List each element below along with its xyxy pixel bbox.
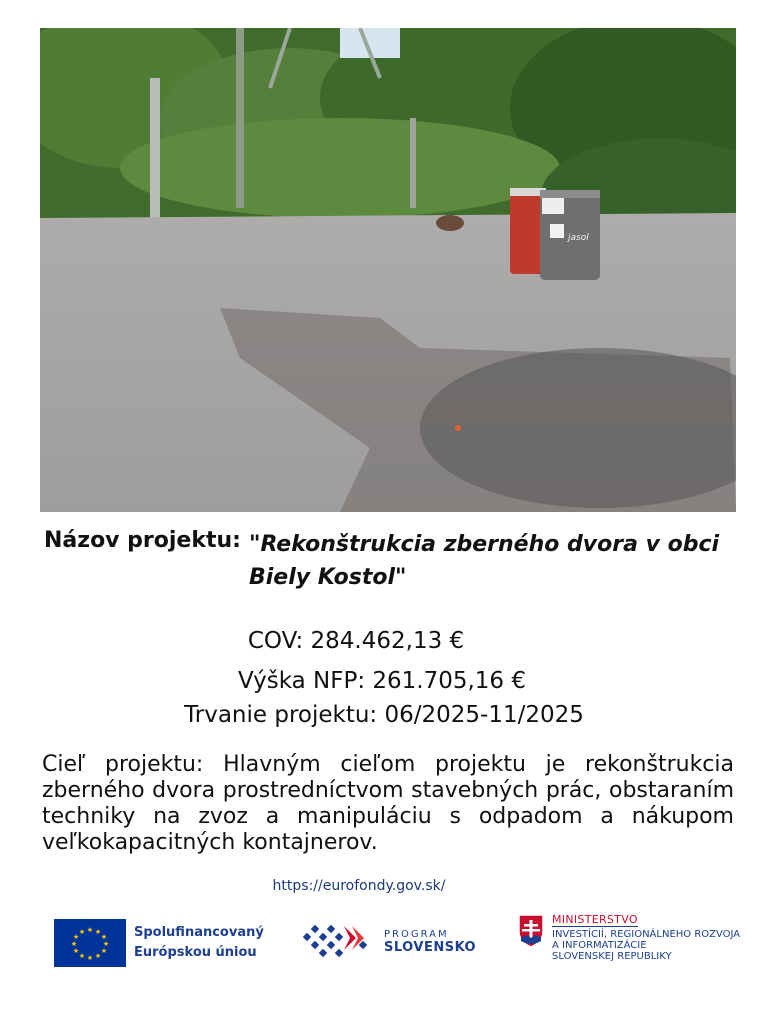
ministry-logo: [518, 914, 740, 962]
eu-logo-line1: Spolufinancovaný: [134, 925, 264, 940]
nfp-amount: Výška NFP: 261.705,16 €: [237, 668, 527, 694]
ministry-line1: INVESTÍCIÍ, REGIONÁLNEHO ROZVOJA: [552, 929, 741, 940]
svg-text:★: ★: [100, 947, 108, 955]
slovak-coat-of-arms-icon: [518, 914, 544, 952]
ministry-line3: SLOVENSKEJ REPUBLIKY: [552, 951, 672, 962]
svg-text:★: ★: [94, 928, 102, 936]
svg-text:★: ★: [78, 952, 86, 960]
project-title-value: "Rekonštrukcia zberného dvora v obci Biely Kostol": [249, 532, 720, 590]
eurofondy-link[interactable]: https://eurofondy.gov.sk/: [272, 878, 446, 894]
program-slovensko-icon: [302, 920, 376, 964]
svg-text:★: ★: [102, 940, 110, 948]
cov-amount: COV: 284.462,13 €: [247, 628, 465, 654]
svg-text:★: ★: [86, 954, 94, 962]
svg-text:★: ★: [86, 926, 94, 934]
program-slovensko-logo: [302, 920, 476, 964]
svg-text:★: ★: [72, 947, 80, 955]
svg-text:★: ★: [78, 928, 86, 936]
svg-text:★: ★: [70, 940, 78, 948]
svg-text:★: ★: [72, 933, 80, 941]
program-name: SLOVENSKO: [384, 940, 477, 955]
site-photo: [40, 28, 736, 512]
eu-flag-icon: [54, 919, 126, 967]
svg-text:★: ★: [94, 952, 102, 960]
project-title-label: Názov projektu:: [44, 528, 241, 553]
program-label: PROGRAM: [384, 929, 449, 940]
eu-cofunding-logo: [54, 919, 264, 967]
svg-text:★: ★: [100, 933, 108, 941]
project-duration: Trvanie projektu: 06/2025-11/2025: [184, 702, 584, 728]
project-goal: Cieľ projektu: Hlavným cieľom projektu je rekonštrukcia zberného dvora prostredníctvom stavebných prác, obstaraním techniky na zvoz a manipuláciu s odpadom a nákupom veľkokapacitných kontajnerov.: [42, 752, 734, 855]
barrel-label: jasol: [568, 233, 589, 243]
eu-logo-line2: Európskou úniou: [134, 945, 257, 960]
ministry-line2: A INFORMATIZÁCIE: [552, 940, 647, 951]
ministry-heading: MINISTERSTVO: [552, 913, 638, 926]
